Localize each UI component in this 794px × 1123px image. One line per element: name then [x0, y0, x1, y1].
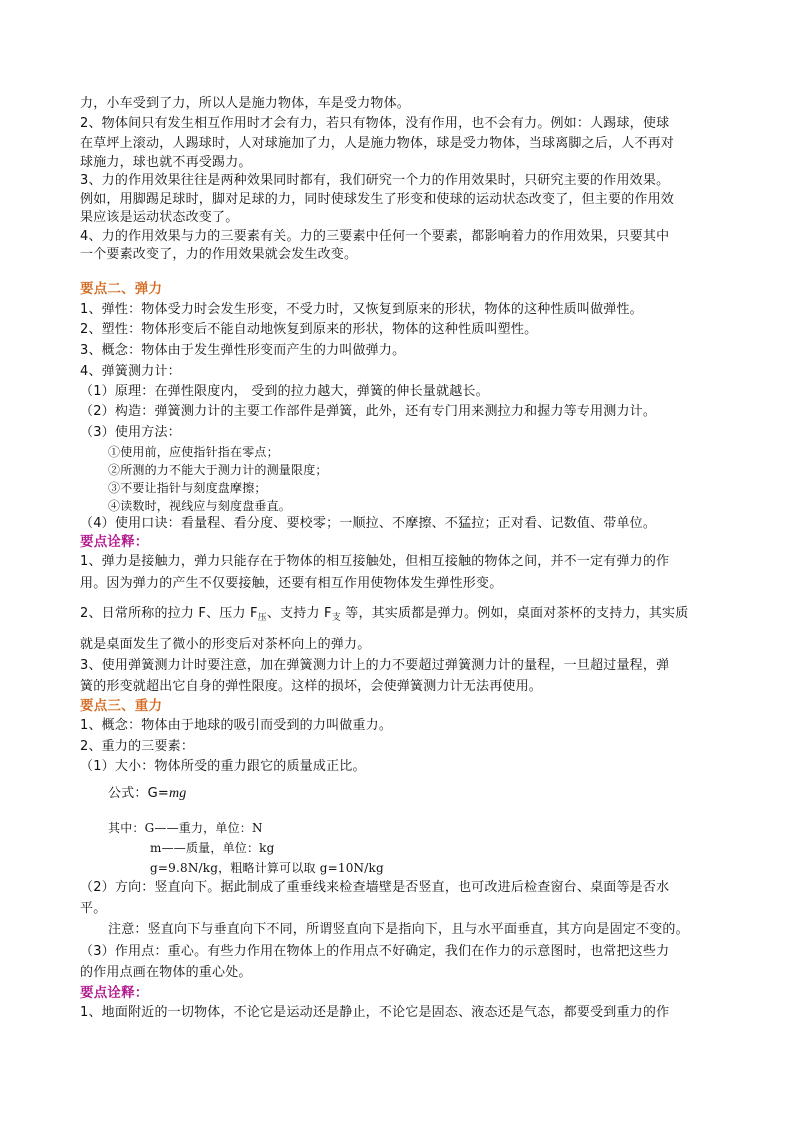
para-line: （3）作用点：重心。有些力作用在物体上的作用点不好确定，我们在作力的示意图时，也常把这些力: [80, 944, 670, 959]
para-line: 3、概念：物体由于发生弹性形变而产生的力叫做弹力。: [80, 343, 406, 358]
para-line: 1、概念：物体由于地球的吸引而受到的力叫做重力。: [80, 718, 393, 733]
usage-step: ②所测的力不能大于测力计的测量限度；: [108, 463, 328, 477]
para-line: 簧的形变就超出它自身的弹性限度。这样的损坏，会使弹簧测力计无法再使用。: [80, 679, 543, 694]
para-line: 3、力的作用效果往往是两种效果同时都有，我们研究一个力的作用效果时，只研究主要的作用效果。: [80, 173, 670, 188]
para-line: 例如，用脚踢足球时，脚对足球的力，同时使球发生了形变和使球的运动状态改变了，但主要的作用效: [80, 192, 675, 207]
para-line: 4、力的作用效果与力的三要素有关。力的三要素中任何一个要素，都影响着力的作用效果，只要其中: [80, 229, 670, 244]
para-line: 2、重力的三要素：: [80, 739, 195, 754]
para-line: 注意：竖直向下与垂直向下不同，所谓竖直向下是指向下，且与水平面垂直，其方向是固定不变的。: [108, 922, 689, 937]
gravity-formula: 公式：G=mg: [108, 786, 187, 801]
para-line: 1、弹力是接触力，弹力只能存在于物体的相互接触处，但相互接触的物体之间，并不一定有弹力的作: [80, 554, 670, 569]
subscript-pressure: 压: [257, 613, 267, 623]
para-line-with-subscripts: 2、日常所称的拉力 F、压力 $F_压$、支持力 $F_支$ 等，其实质都是弹力。例如，桌面对茶杯的支持力，其实质: [80, 606, 689, 623]
para-line: 球施力，球也就不再受踢力。: [80, 155, 252, 170]
para-line: 2、塑性：物体形变后不能自动地恢复到原来的形状，物体的这种性质叫塑性。: [80, 322, 538, 337]
formula-legend: 其中：G——重力，单位：N: [108, 821, 263, 835]
para-line: 的作用点画在物体的重心处。: [80, 965, 252, 980]
para-line: 力，小车受到了力，所以人是施力物体，车是受力物体。: [80, 96, 411, 111]
para-line: 3、使用弹簧测力计时要注意，加在弹簧测力计上的力不要超过弹簧测力计的量程，一旦超过量程，弹: [80, 658, 670, 673]
para-line: 2、物体间只有发生相互作用时才会有力，若只有物体，没有作用，也不会有力。例如：人踢球，使球: [80, 116, 670, 131]
note-heading: 要点诠释：: [80, 534, 149, 550]
para-line: 一个要素改变了，力的作用效果就会发生改变。: [80, 247, 358, 262]
usage-step: ①使用前，应使指针指在零点；: [108, 445, 279, 459]
formula-legend: g=9.8N/kg，粗略计算可以取 g=10N/kg: [150, 861, 384, 875]
para-line: （4）使用口诀：看量程、看分度、要校零；一顺拉、不摩擦、不猛拉；正对看、记数值、带单位。: [80, 516, 657, 531]
note-heading: 要点诠释：: [80, 985, 149, 1001]
usage-step: ③不要让指针与刻度盘摩擦；: [108, 481, 267, 495]
para-line: 4、弹簧测力计：: [80, 364, 181, 379]
para-line: 平。: [80, 901, 107, 916]
section-heading-gravity: 要点三、重力: [80, 698, 163, 714]
para-line: （2）构造：弹簧测力计的主要工作部件是弹簧，此外，还有专门用来测拉力和握力等专用测力计。: [80, 404, 657, 419]
section-heading-elastic-force: 要点二、弹力: [80, 281, 163, 297]
para-line: 果应该是运动状态改变了。: [80, 210, 239, 225]
para-line: 1、弹性：物体受力时会发生形变，不受力时，又恢复到原来的形状，物体的这种性质叫做弹性。: [80, 302, 643, 317]
para-line: （2）方向：竖直向下。据此制成了重垂线来检查墙壁是否竖直，也可改进后检查窗台、桌面等是否水: [80, 880, 670, 895]
para-line: （1）原理：在弹性限度内， 受到的拉力越大，弹簧的伸长量就越长。: [80, 384, 489, 399]
para-line: 1、地面附近的一切物体，不论它是运动还是静止，不论它是固态、液态还是气态，都要受到重力的作: [80, 1005, 670, 1020]
para-line: （1）大小：物体所受的重力跟它的质量成正比。: [80, 759, 366, 774]
subscript-support: 支: [331, 613, 341, 623]
para-line: 在草坪上滚动，人踢球时，人对球施加了力，人是施力物体，球是受力物体，当球离脚之后，人不再对: [80, 136, 675, 151]
usage-step: ④读数时，视线应与刻度盘垂直。: [108, 499, 292, 513]
para-line: （3）使用方法：: [80, 425, 181, 440]
para-line: 用。因为弹力的产生不仅要接触，还要有相互作用使物体发生弹性形变。: [80, 576, 503, 591]
para-line: 就是桌面发生了微小的形变后对茶杯向上的弹力。: [80, 637, 371, 652]
formula-legend: m——质量，单位：kg: [150, 841, 275, 855]
